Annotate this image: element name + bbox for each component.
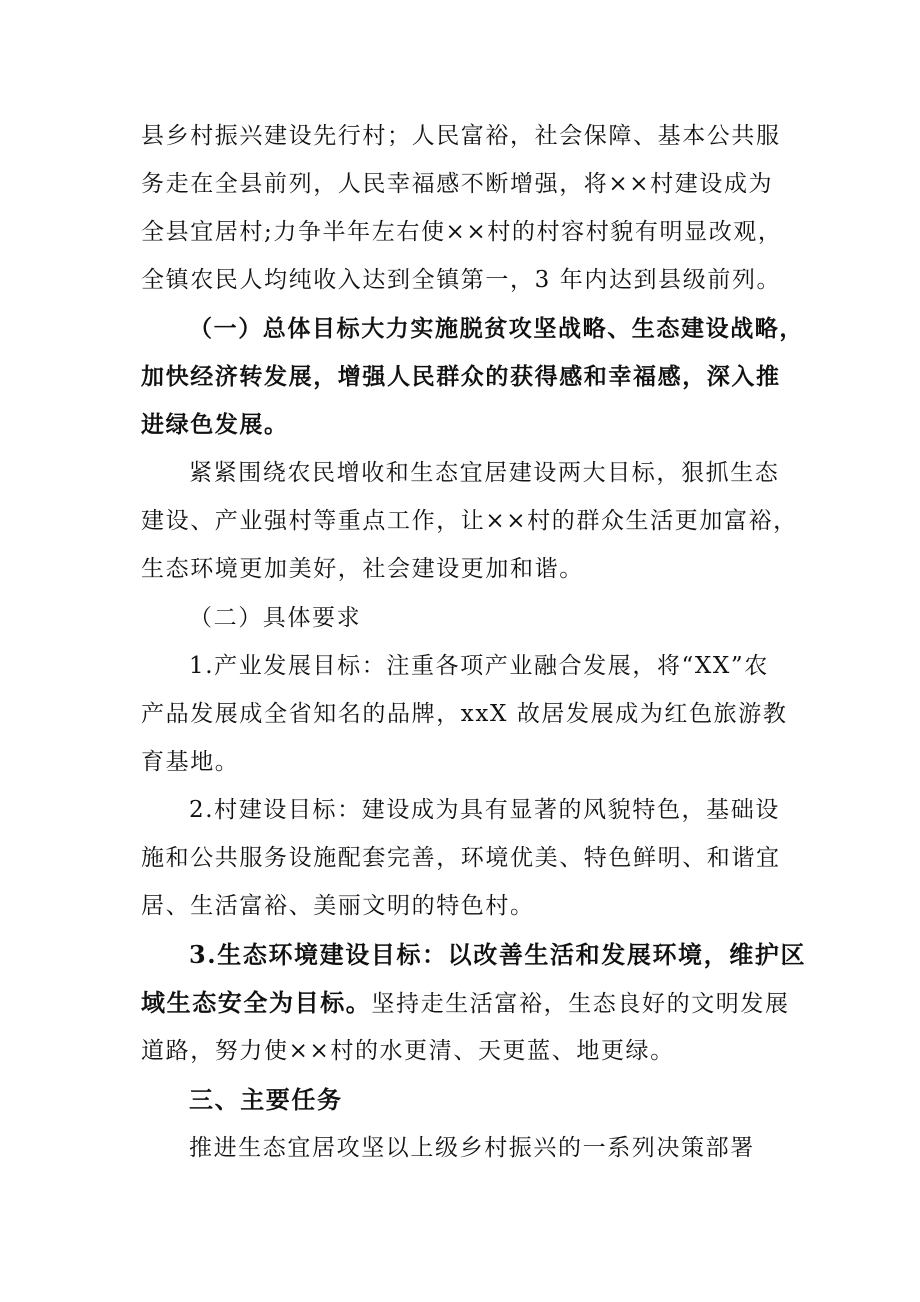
bold-phrase: 域生态安全为目标。 [141, 988, 372, 1017]
paragraph-line: 全县宜居村;力争半年左右使××村的村容村貌有明显改观， [141, 219, 783, 245]
paragraph-line: 加快经济转发展，增强人民群众的获得感和幸福感，深入推 [141, 363, 781, 390]
list-item-village: 2.村建设目标：建设成为具有显著的风貌特色，基础设 [189, 797, 780, 823]
paragraph-line: 建设、产业强村等重点工作，让××村的群众生活更加富裕， [141, 508, 798, 534]
paragraph-line: 务走在全县前列，人民幸福感不断增强，将××村建设成为 [141, 171, 774, 197]
paragraph-line: 生态环境更加美好，社会建设更加和谐。 [141, 556, 584, 582]
section-heading-requirements: （二）具体要求 [189, 605, 362, 631]
paragraph-line: 育基地。 [141, 749, 240, 775]
paragraph-line: 推进生态宜居攻坚以上级乡村振兴的一系列决策部署 [189, 1135, 755, 1161]
paragraph-line: 紧紧围绕农民增收和生态宜居建设两大目标，狠抓生态 [189, 460, 780, 486]
list-item-ecology: 3.生态环境建设目标：以改善生活和发展环境，维护区 [189, 940, 807, 969]
paragraph-line-mixed [141, 988, 790, 1018]
paragraph-line: 居、生活富裕、美丽文明的特色村。 [141, 893, 535, 919]
plain-phrase: 坚持走生活富裕，生态良好的文明发展 [371, 991, 790, 1017]
paragraph-line: 进绿色发展。 [141, 411, 289, 438]
paragraph-line: 产品发展成全省知名的品牌，xxX 故居发展成为红色旅游教 [141, 701, 788, 727]
paragraph-line: 全镇农民人均纯收入达到全镇第一，3 年内达到县级前列。 [141, 267, 782, 293]
list-item-industry: 1.产业发展目标：注重各项产业融合发展，将“XX”农 [189, 653, 769, 679]
paragraph-line: 道路，努力使××村的水更清、天更蓝、地更绿。 [141, 1038, 675, 1064]
paragraph-line: 施和公共服务设施配套完善，环境优美、特色鲜明、和谐宜 [141, 845, 781, 871]
paragraph-line: 县乡村振兴建设先行村；人民富裕，社会保障、基本公共服 [141, 123, 781, 149]
section-heading-main-tasks: 三、主要任务 [189, 1085, 343, 1114]
section-heading-overall-goal: （一）总体目标大力实施脱贫攻坚战略、生态建设战略， [189, 315, 804, 342]
